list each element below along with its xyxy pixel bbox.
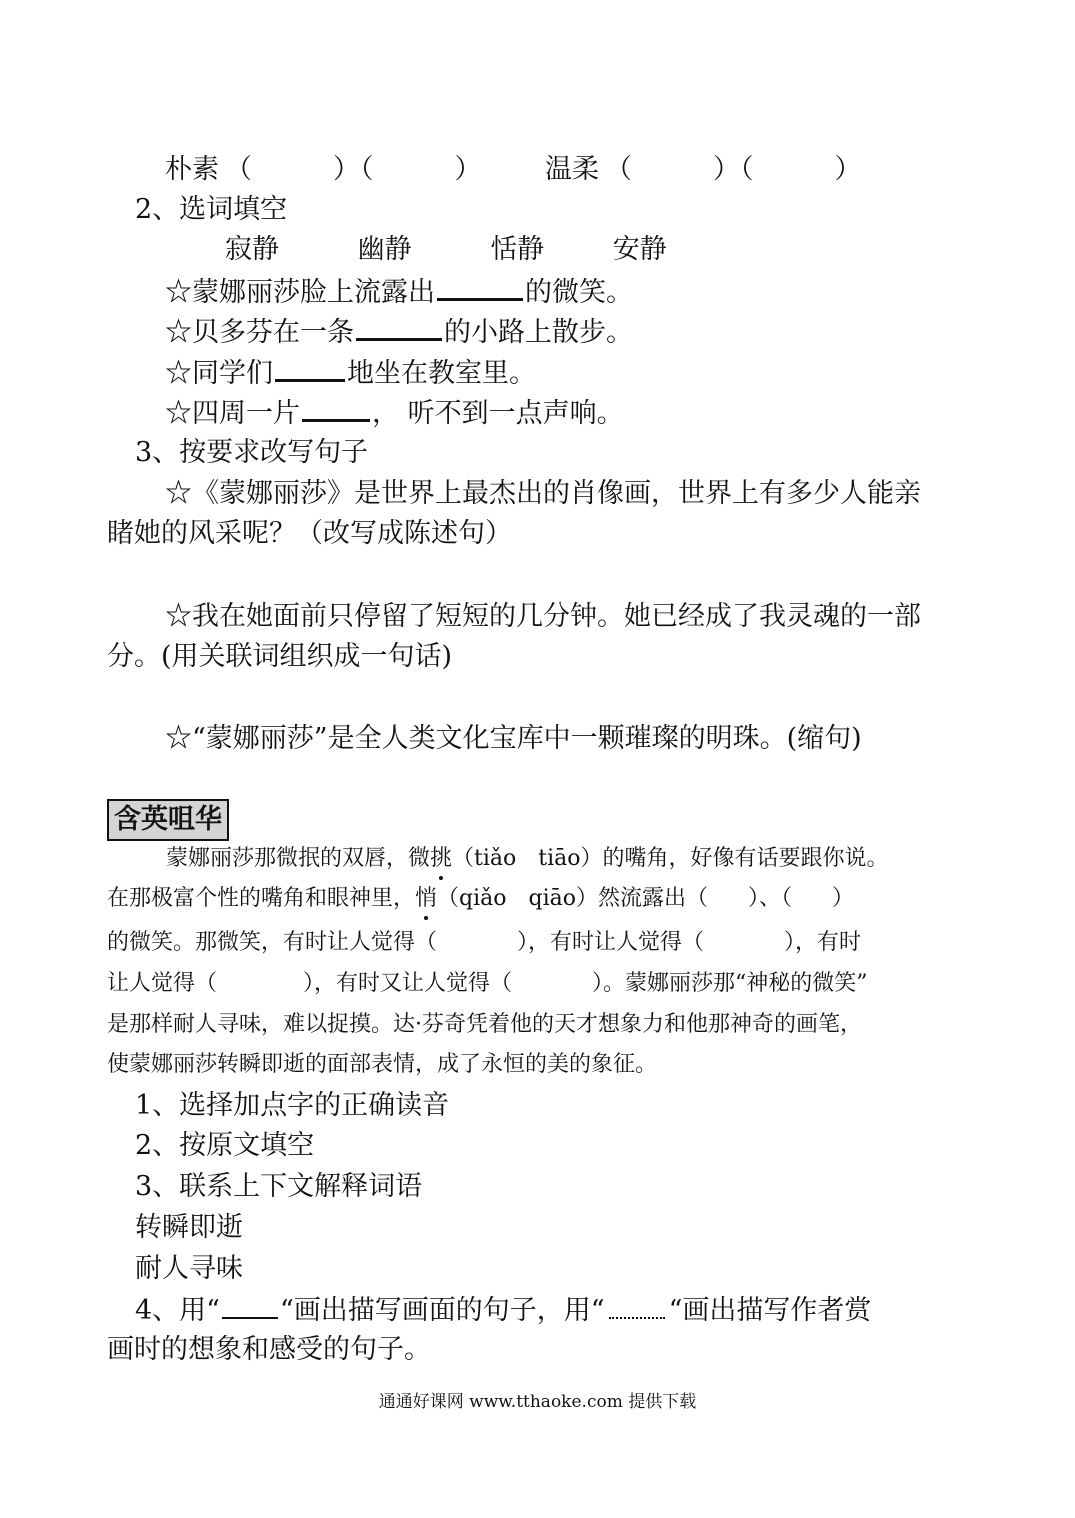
word-bank [225, 233, 667, 267]
sentence-text: 的小路上散步。 [444, 317, 633, 348]
fill-blank[interactable] [437, 274, 523, 301]
question-3: 3、联系上下文解释词语 [135, 1171, 423, 1202]
fill-blank[interactable] [275, 355, 345, 382]
fill-blank[interactable] [302, 395, 370, 422]
passage-line-5: 是那样耐人寻味，难以捉摸。达·芬奇凭着他的天才想象力和他那神奇的画笔， [107, 1012, 862, 1037]
rewrite-q1-line2: 睹她的风采呢？（改写成陈述句） [107, 518, 512, 549]
passage-text: ） [832, 886, 855, 911]
passage-text: （qiǎo qiāo）然流露出（ [437, 886, 708, 911]
passage-text: 的微笑。那微笑，有时让人觉得（ [107, 930, 438, 955]
fill-sentence-3 [165, 355, 536, 391]
dotted-char: 悄 [415, 884, 437, 914]
sentence-text: ☆四周一片 [165, 398, 300, 429]
word-pusu: 朴素 [165, 154, 219, 185]
passage-text: 在那极富个性的嘴角和眼神里， [107, 886, 416, 911]
passage-text: ）。蒙娜丽莎那“神秘的微笑” [592, 971, 868, 996]
question-text: 4、用“ [135, 1295, 220, 1326]
word-option: 安静 [612, 234, 667, 265]
section-title: 含英咀华 [107, 799, 229, 841]
sentence-text: ☆蒙娜丽莎脸上流露出 [165, 277, 435, 308]
fill-blank[interactable] [356, 314, 442, 341]
question-text: “画出描写作者赏 [668, 1295, 872, 1326]
passage-text: ），有时 [784, 930, 862, 955]
passage-line-2 [107, 884, 854, 914]
paren-blank[interactable]: （ ）（ ） [225, 154, 482, 185]
vocab-word-2: 耐人寻味 [135, 1253, 243, 1284]
antonym-line [165, 153, 482, 187]
fill-sentence-2 [165, 314, 633, 350]
sentence-text: ， 听不到一点声响。 [372, 398, 624, 429]
straight-underline-sample [222, 1293, 278, 1319]
question-text: “画出描写画面的句子，用“ [279, 1295, 605, 1326]
question-1: 1、选择加点字的正确读音 [135, 1090, 450, 1121]
vocab-word-1: 转瞬即逝 [135, 1212, 243, 1243]
passage-line-4 [107, 969, 868, 999]
paren-blank[interactable]: （ ）（ ） [605, 154, 862, 185]
word-option: 恬静 [490, 234, 545, 265]
page-footer: 通通好课网 www.tthaoke.com 提供下载 [378, 1392, 697, 1412]
passage-line-6: 使蒙娜丽莎转瞬即逝的面部表情，成了永恒的美的象征。 [107, 1052, 658, 1077]
passage-text: ）、（ [748, 886, 793, 911]
fill-sentence-1 [165, 274, 633, 310]
ex2-heading: 2、选词填空 [135, 194, 288, 225]
fill-sentence-4 [165, 395, 624, 431]
passage-text: 让人觉得（ [107, 971, 218, 996]
sentence-text: ☆贝多芬在一条 [165, 317, 354, 348]
sentence-text: ☆同学们 [165, 358, 273, 389]
passage-line-3 [107, 928, 861, 958]
rewrite-q1-line1: ☆《蒙娜丽莎》是世界上最杰出的肖像画，世界上有多少人能亲 [165, 478, 921, 509]
word-option: 幽静 [357, 234, 412, 265]
passage-text: ），有时又让人觉得（ [303, 971, 513, 996]
question-4-line1 [135, 1293, 871, 1328]
rewrite-q2-line1: ☆我在她面前只停留了短短的几分钟。她已经成了我灵魂的一部 [165, 601, 921, 632]
wavy-underline-sample [609, 1293, 665, 1319]
dotted-char: 挑 [430, 844, 452, 874]
passage-text: （tiǎo tiāo）的嘴角，好像有话要跟你说。 [452, 846, 889, 871]
sentence-text: 的微笑。 [525, 277, 633, 308]
passage-text: ），有时让人觉得（ [517, 930, 705, 955]
rewrite-q3: ☆“蒙娜丽莎”是全人类文化宝库中一颗璀璨的明珠。(缩句) [165, 723, 862, 754]
question-4-line2: 画时的想象和感受的句子。 [107, 1334, 431, 1365]
ex3-heading: 3、按要求改写句子 [135, 437, 369, 468]
antonym-line-2 [545, 153, 862, 187]
passage-line-1 [166, 844, 889, 874]
word-option: 寂静 [225, 234, 279, 265]
passage-text: 蒙娜丽莎那微抿的双唇，微 [166, 846, 431, 871]
question-2: 2、按原文填空 [135, 1130, 315, 1161]
word-wenrou: 温柔 [545, 154, 599, 185]
rewrite-q2-line2: 分。(用关联词组织成一句话) [107, 641, 453, 672]
sentence-text: 地坐在教室里。 [347, 358, 536, 389]
